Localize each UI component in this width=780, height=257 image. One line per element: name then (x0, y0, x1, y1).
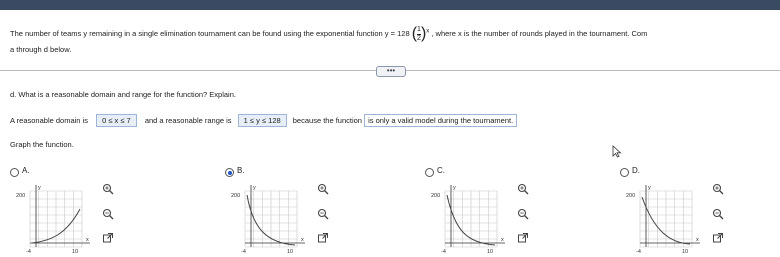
option-b-graph (231, 183, 311, 255)
option-d-graph (626, 183, 706, 255)
x-tick-right: 10 (487, 249, 494, 255)
question-text-after: , where x is the number of rounds played in the tournament. Com (431, 28, 648, 38)
option-c-radio[interactable] (425, 168, 434, 177)
option-a-label: A. (22, 166, 30, 175)
option-a-graph (16, 183, 96, 255)
paren-close: ) (420, 25, 427, 42)
top-bar (0, 0, 780, 10)
zoom-in-icon[interactable] (317, 183, 329, 195)
x-tick-right: 10 (287, 249, 294, 255)
option-c-label: C. (437, 166, 445, 175)
paren-open: ( (411, 25, 418, 42)
x-axis-label: x (696, 237, 699, 243)
y-axis-label: y (253, 185, 256, 191)
new-window-icon[interactable] (712, 232, 724, 244)
option-b-label: B. (237, 166, 245, 175)
y-axis-label: y (38, 185, 41, 191)
fraction-numerator: 1 (417, 25, 421, 33)
y-axis-label: y (453, 185, 456, 191)
domain-answer-box[interactable]: 0 ≤ x ≤ 7 (96, 114, 137, 127)
x-axis-label: x (501, 237, 504, 243)
zoom-out-icon[interactable] (517, 208, 529, 220)
option-a-radio[interactable] (10, 168, 19, 177)
question-text-before: The number of teams y remaining in a single elimination tournament can be found using the exponential function y = 128 (10, 28, 410, 38)
y-tick-label: 200 (16, 193, 26, 199)
y-tick-label: 200 (431, 193, 441, 199)
cursor-icon (612, 145, 622, 158)
zoom-in-icon[interactable] (517, 183, 529, 195)
x-axis-label: x (301, 237, 304, 243)
x-tick-right: 10 (72, 249, 79, 255)
sentence-1: A reasonable domain is (10, 116, 88, 125)
zoom-in-icon[interactable] (102, 183, 114, 195)
option-c-graph (431, 183, 511, 255)
y-axis-label: y (648, 185, 651, 191)
new-window-icon[interactable] (102, 232, 114, 244)
x-tick-left: -4 (636, 249, 641, 255)
x-tick-left: -4 (241, 249, 246, 255)
option-d-radio[interactable] (620, 168, 629, 177)
exponent: x (426, 28, 430, 35)
option-b-radio[interactable] (225, 168, 234, 177)
fraction-denominator: 2 (417, 34, 421, 42)
part-d-answer-line (10, 114, 517, 127)
reason-answer-box[interactable]: is only a valid model during the tournament. (364, 114, 517, 127)
new-window-icon[interactable] (517, 232, 529, 244)
graph-prompt: Graph the function. (10, 140, 74, 149)
y-tick-label: 200 (626, 193, 636, 199)
x-tick-left: -4 (26, 249, 31, 255)
sentence-3: because the function (292, 116, 362, 125)
question-line-2: a through d below. (10, 45, 72, 54)
question-line-1 (10, 25, 647, 43)
x-tick-left: -4 (441, 249, 446, 255)
part-d-prompt: d. What is a reasonable domain and range for the function? Explain. (10, 90, 236, 99)
zoom-out-icon[interactable] (712, 208, 724, 220)
x-tick-right: 10 (682, 249, 689, 255)
y-tick-label: 200 (231, 193, 241, 199)
sentence-2: and a reasonable range is (144, 116, 232, 125)
new-window-icon[interactable] (317, 232, 329, 244)
zoom-in-icon[interactable] (712, 183, 724, 195)
x-axis-label: x (86, 237, 89, 243)
more-button[interactable]: ••• (376, 66, 406, 77)
zoom-out-icon[interactable] (102, 208, 114, 220)
zoom-out-icon[interactable] (317, 208, 329, 220)
range-answer-box[interactable]: 1 ≤ y ≤ 128 (238, 114, 287, 127)
option-d-label: D. (632, 166, 640, 175)
